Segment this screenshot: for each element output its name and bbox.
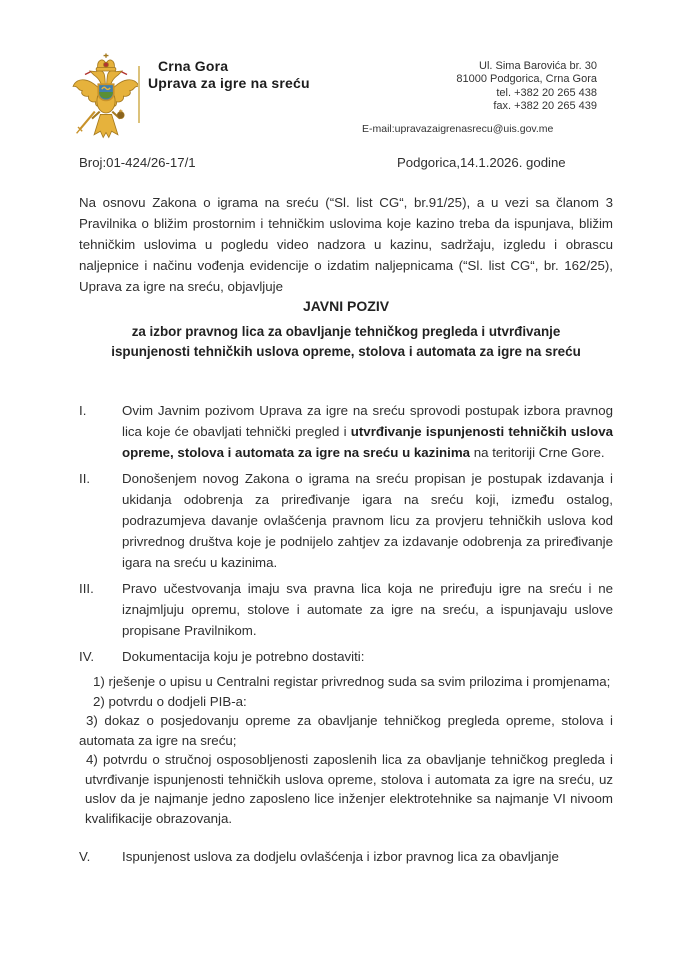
item-V-numeral: V. [79,849,91,864]
item-I-text-after: na teritoriji Crne Gore. [470,445,605,460]
item-I-numeral: I. [79,403,87,418]
address-line-street: Ul. Sima Barovića br. 30 [479,60,597,72]
organization-block [148,58,310,92]
email-label: E-mail:upravazaigrenasrecu@uis.gov.me [362,123,554,135]
document-body [79,152,613,867]
item-IV-numeral: IV. [79,649,95,664]
item-IV [79,646,613,667]
address-block [456,60,597,114]
document-sublist [79,672,613,828]
item-III-text: Pravo učestvovanja imaju sva pravna lica koja ne priređuju igre na sreću i ne iznajmljuju opremu, stolove i automate za igre na sreću, a ispunjavaju uslove propisane Pravilnikom. [122,581,613,638]
header-divider [138,66,140,123]
item-V-text: Ispunjenost uslova za dodjelu ovlašćenja i izbor pravnog lica za obavljanje [122,849,559,864]
item-I [79,400,613,463]
montenegro-coat-of-arms-icon [71,50,141,148]
sublist-item-4-text: potvrdu o stručnoj osposobljenosti zaposlenih lica za obavljanje tehničkog pregleda i utvrđivanje ispunjenosti tehničkih uslova opreme, stolova i automata za igre na sreću, uz uslov da je najmanje jedno zaposleno lice inženjer elektrotehnike sa najmanje VI nivoom kvalifikacije obrazovanja. [85,752,613,826]
item-V [79,846,613,867]
sublist-item-4-number: 4) [86,752,98,767]
items-list [79,400,613,867]
sublist-item-2 [79,692,613,712]
document-subtitle [79,322,613,362]
place-date: Podgorica,14.1.2026. godine [397,155,566,170]
org-country-label: Crna Gora [158,58,229,74]
item-III [79,578,613,641]
subtitle-line-1: za izbor pravnog lica za obavljanje tehničkog pregleda i utvrđivanje [131,324,561,339]
ref-number: Broj:01-424/26-17/1 [79,155,196,170]
intro-paragraph: Na osnovu Zakona o igrama na sreću (“Sl. list CG“, br.91/25), a u vezi sa članom 3 Pravilnika o bližim prostornim i tehničkim uslovima koje kazino treba da ispunjava, bližim tehničkim uslovima u pogledu video nadzora u kazinu, sadržaju, izgledu i obrascu naljepnice i načinu vođenja evidencije o izdatim naljepnicama (“Sl. list CG“, br. 162/25), Uprava za igre na sreću, objavljuje [79,195,613,294]
item-II [79,468,613,573]
sublist-item-2-text: potvrdu o dodjeli PIB-a: [108,693,247,709]
sublist-item-4 [79,750,613,828]
item-III-numeral: III. [79,581,94,596]
document-title: JAVNI POZIV [302,298,390,314]
sublist-item-3-text: dokaz o posjedovanju opreme za obavljanje tehničkog pregleda opreme, stolova i automata za igre na sreću; [79,713,614,748]
address-line-tel: tel. +382 20 265 438 [496,86,597,99]
address-line-fax: fax. +382 20 265 439 [493,100,597,113]
item-IV-text: Dokumentacija koju je potrebno dostaviti: [122,649,365,664]
sublist-item-2-number: 2) [93,693,105,709]
org-name-label: Uprava za igre na sreću [148,75,310,91]
sublist-item-1 [79,672,613,692]
address-line-city: 81000 Podgorica, Crna Gora [456,73,597,86]
sublist-item-3-number: 3) [86,713,98,728]
sublist-item-1-number: 1) [93,674,105,689]
item-II-numeral: II. [79,471,91,486]
subtitle-line-2: ispunjenosti tehničkih uslova opreme, stolova i automata za igre na sreću [111,344,581,359]
item-I-text-before: Ovim Javnim pozivom Uprava za igre na sreću sprovodi postupak izbora pravnog lica koje će obavljati tehnički pregled i [122,403,613,439]
reference-line [79,152,613,169]
item-II-text: Donošenjem novog Zakona o igrama na sreću propisan je postupak izdavanja i ukidanja odobrenja za priređivanje igara na sreću koji, između ostalog, podrazumjeva davanje ovlašćenja pravnom licu za provjeru tehničkih uslova kod privrednog društva koje je podnijelo zahtjev za izdavanje odobrenja za priređivanje igara na sreću u kazinima. [122,471,613,570]
item-I-text-bold: utvrđivanje ispunjenosti tehničkih uslova opreme, stolova i automata za igre na sreću u kazinima [122,424,613,460]
sublist-item-3 [79,711,613,750]
sublist-item-1-text: rješenje o upisu u Centralni registar privrednog suda sa svim prilozima i promjenama; [108,674,611,689]
